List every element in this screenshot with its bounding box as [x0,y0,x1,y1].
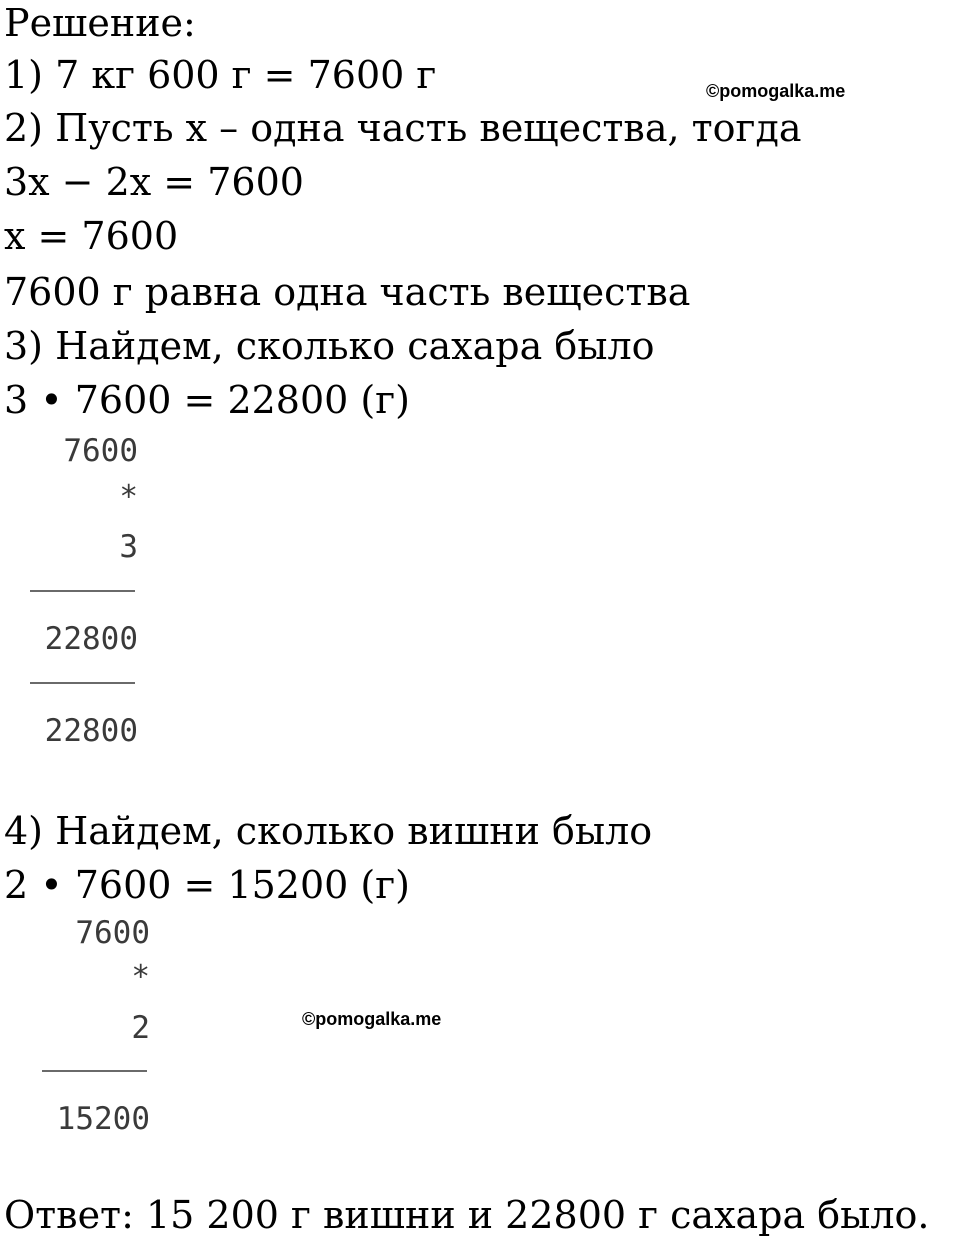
watermark-middle: ©pomogalka.me [302,1009,442,1029]
calc1-multiplier: 3 [119,529,138,565]
watermark-top: ©pomogalka.me [706,81,846,101]
solution-heading: Решение: [4,1,196,45]
one-part-statement: 7600 г равна одна часть вещества [4,270,691,314]
calc2-multiplicand: 7600 [75,915,150,951]
step-1-conversion: 1) 7 кг 600 г = 7600 г [4,53,437,97]
equation-3x-minus-2x: 3x − 2x = 7600 [4,160,304,204]
step-4-cherry: 4) Найдем, сколько вишни было [4,809,653,853]
sugar-equation: 3 • 7600 = 22800 (г) [4,378,410,422]
calc1-multiplicand: 7600 [63,433,138,469]
calc2-result: 15200 [56,1101,150,1137]
calc1-rule-2 [30,682,135,684]
equation-x: x = 7600 [4,214,179,258]
calc2-operator: * [131,959,150,995]
step-3-sugar: 3) Найдем, сколько сахара было [4,324,655,368]
calc2-multiplier: 2 [131,1010,150,1046]
calc2-rule [42,1070,147,1072]
step-2-let-x: 2) Пусть x – одна часть вещества, тогда [4,106,802,150]
calc1-operator: * [119,479,138,515]
calc1-partial: 22800 [44,621,138,657]
calc1-rule-1 [30,590,135,592]
final-answer: Ответ: 15 200 г вишни и 22800 г сахара было. [4,1193,930,1237]
calc1-result: 22800 [44,713,138,749]
cherry-equation: 2 • 7600 = 15200 (г) [4,863,410,907]
